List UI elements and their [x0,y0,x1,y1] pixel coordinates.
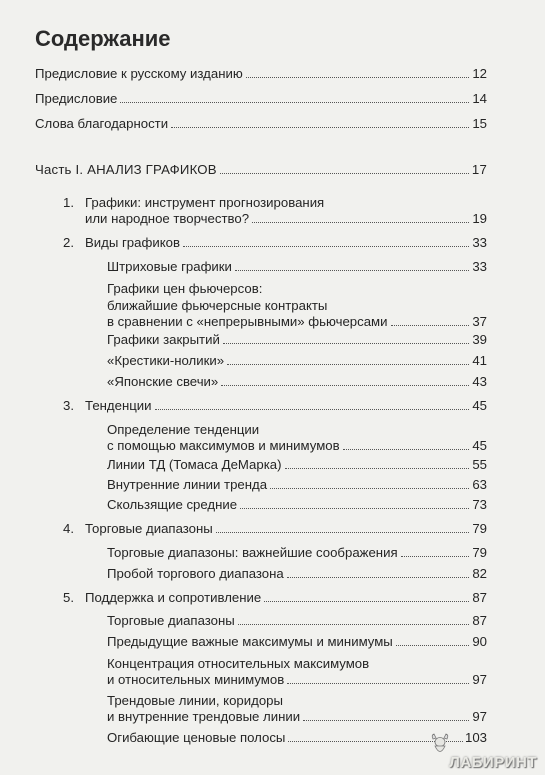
toc-section-3-2: Линии ТД (Томаса ДеМарка) 55 [107,457,487,472]
toc-section-5-2: Предыдущие важные максимумы и минимумы 90 [107,634,487,649]
leader-dots [220,173,469,174]
toc-section-5-3-line1: Концентрация относительных максимумов [107,656,370,671]
page-number: 63 [472,477,487,492]
page-number: 19 [472,211,487,226]
toc-chapter-4: 4. Торговые диапазоны 79 [63,521,487,536]
toc-section-2-1: Штриховые графики 33 [107,259,487,274]
leader-dots [171,127,469,128]
page-number: 97 [472,709,487,724]
toc-chapter-1-number: 1. [63,195,74,210]
leader-dots [391,325,470,326]
leader-dots [252,222,469,223]
toc-section-5-4-line1: Трендовые линии, коридоры [107,693,283,708]
toc-section-2-5: «Японские свечи» 43 [107,374,487,389]
leader-dots [238,624,469,625]
page-number: 55 [472,457,487,472]
leader-dots [396,645,469,646]
leader-dots [223,343,469,344]
page-number: 41 [472,353,487,368]
toc-chapter-5: 5. Поддержка и сопротивление 87 [63,590,487,605]
toc-section-2-2-line1: Графики цен фьючерсов: [107,281,263,296]
leader-dots [240,508,469,509]
watermark-text: ЛАБИРИНТ [449,754,537,771]
toc-section-3-1: с помощью максимумов и минимумов 45 [107,438,487,453]
page-number: 45 [472,438,487,453]
page-number: 45 [472,398,487,413]
page-number: 43 [472,374,487,389]
toc-chapter-1: или народное творчество? 19 [85,211,487,226]
leader-dots [221,385,469,386]
toc-section-2-4: «Крестики-нолики» 41 [107,353,487,368]
page-number: 82 [472,566,487,581]
leader-dots [246,77,469,78]
page-number: 87 [472,590,487,605]
toc-section-2-2: в сравнении с «непрерывными» фьючерсами 37 [107,314,487,329]
leader-dots [303,720,469,721]
toc-chapter-1-line1: Графики: инструмент прогнозирования [85,195,325,210]
toc-section-2-3: Графики закрытий 39 [107,332,487,347]
toc-section-3-1-line1: Определение тенденции [107,422,260,437]
leader-dots [401,556,469,557]
leader-dots [227,364,469,365]
toc-section-5-4: и внутренние трендовые линии 97 [107,709,487,724]
page-number: 97 [472,672,487,687]
leader-dots [235,270,469,271]
toc-section-3-4: Скользящие средние 73 [107,497,487,512]
page-number: 39 [472,332,487,347]
page-number: 33 [472,235,487,250]
leader-dots [155,409,469,410]
toc-section-5-5: Огибающие ценовые полосы 103 [107,730,487,745]
page-number: 14 [472,91,487,106]
toc-section-4-1: Торговые диапазоны: важнейшие соображения 79 [107,545,487,560]
leader-dots [287,577,469,578]
leader-dots [270,488,469,489]
toc-section-5-1: Торговые диапазоны 87 [107,613,487,628]
leader-dots [285,468,469,469]
minotaur-mascot-icon [430,733,450,757]
leader-dots [216,532,469,533]
leader-dots [264,601,469,602]
page-number: 73 [472,497,487,512]
page-number: 17 [471,162,487,177]
page-number: 103 [464,730,487,745]
toc-chapter-2: 2. Виды графиков 33 [63,235,487,250]
page-number: 37 [472,314,487,329]
page-title: Содержание [35,26,171,51]
toc-section-2-2-line2: ближайшие фьючерсные контракты [107,298,328,313]
page-number: 79 [472,521,487,536]
toc-entry-preface: Предисловие 14 [35,91,487,106]
leader-dots [287,683,469,684]
toc-section-4-2: Пробой торгового диапазона 82 [107,566,487,581]
leader-dots [120,102,469,103]
page-number: 33 [472,259,487,274]
page-number: 87 [472,613,487,628]
toc-chapter-3: 3. Тенденции 45 [63,398,487,413]
toc-entry-acknowledgements: Слова благодарности 15 [35,116,487,131]
page-number: 79 [472,545,487,560]
page-number: 12 [472,66,487,81]
toc-part-1: Часть I. АНАЛИЗ ГРАФИКОВ 17 [35,162,487,177]
toc-entry-preface-russian: Предисловие к русскому изданию 12 [35,66,487,81]
toc-section-5-3: и относительных минимумов 97 [107,672,487,687]
leader-dots [183,246,469,247]
page-number: 15 [472,116,487,131]
page-number: 90 [472,634,487,649]
leader-dots [343,449,469,450]
toc-section-3-3: Внутренние линии тренда 63 [107,477,487,492]
